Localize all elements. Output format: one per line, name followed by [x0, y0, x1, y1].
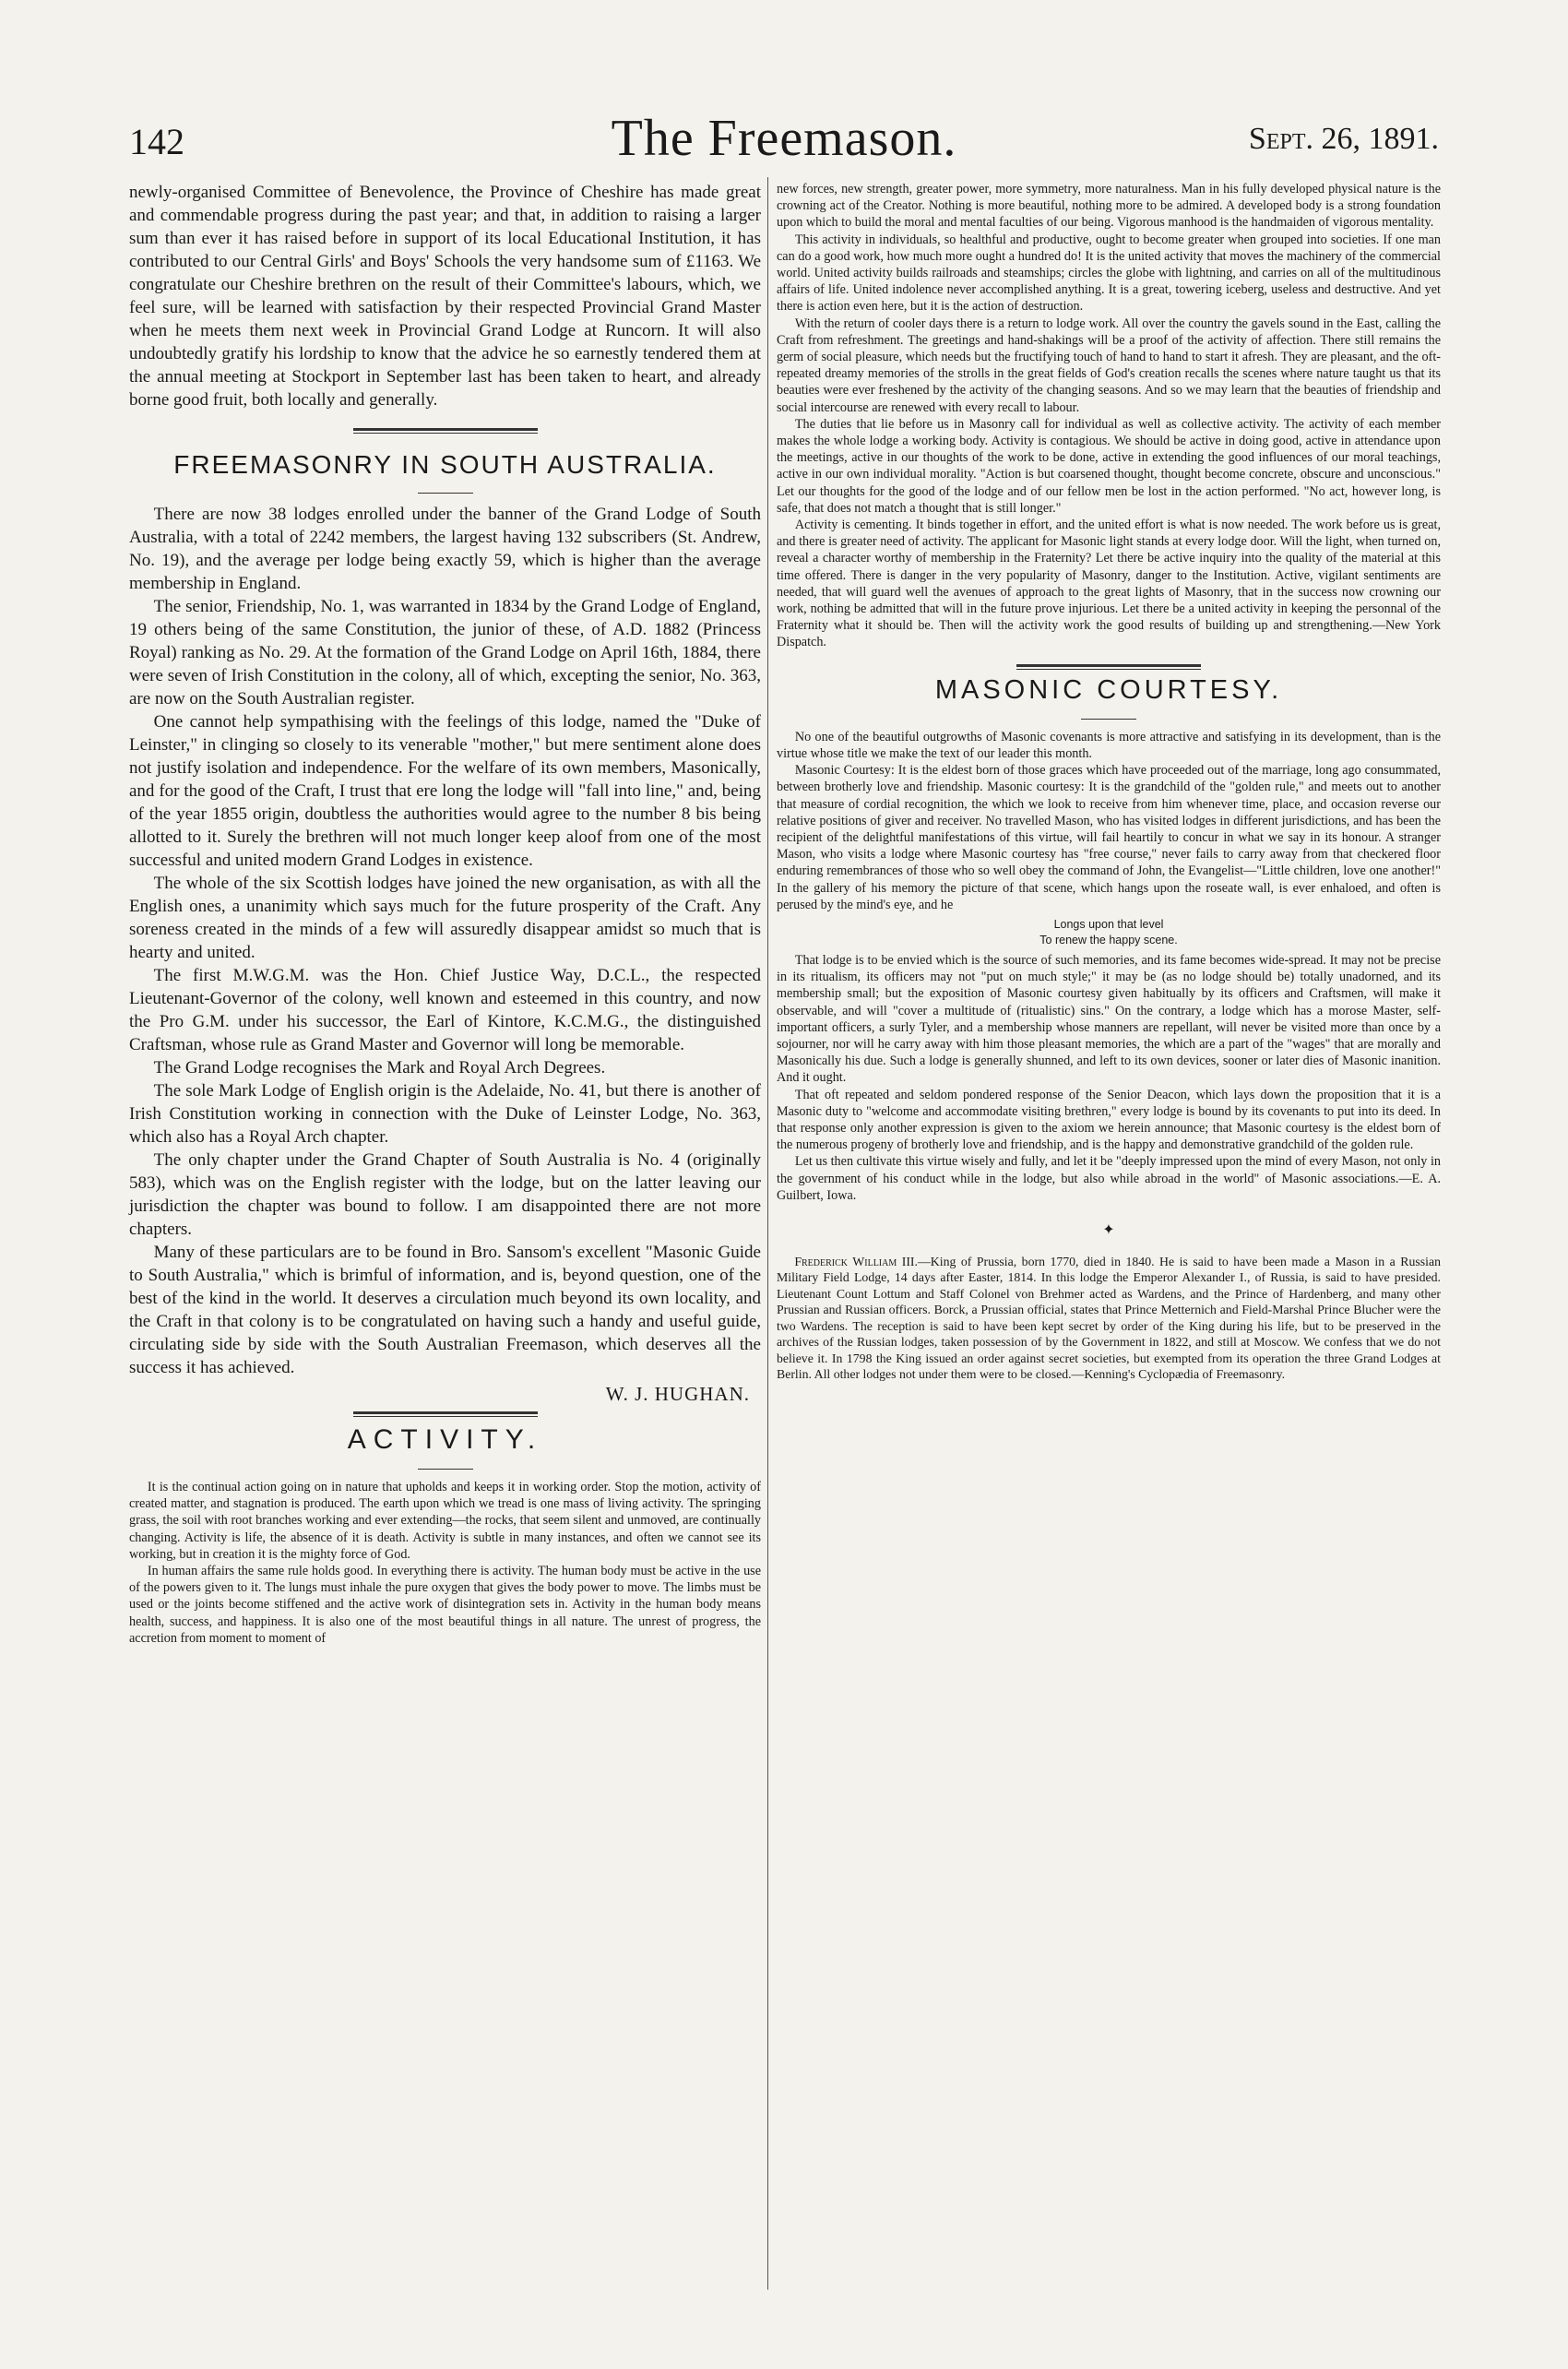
cheshire-paragraph: newly-organised Committee of Benevolence, the Province of Cheshire has made great and commendable progress during the past year; and that, in addition to raising a larger sum than ever it has raised before in support of its local Educational Institution, it has contributed to our Central Girls' and Boys' Schools the very handsome sum of £1163. We congratulate our Cheshire brethren on the result of their Committee's labours, which, we feel sure, will be learned with satisfaction by their respected Provincial Grand Master when he meets them next week in Provincial Grand Lodge at Runcorn. It will also undoubtedly gratify his lordship to know that the advice he so earnestly tendered them at the annual meeting at Stockport in September last has been taken to heart, and already borne good fruit, both locally and generally.	[129, 183, 761, 410]
left-column	[129, 181, 761, 1647]
courtesy-paragraph: That oft repeated and seldom pondered response of the Senior Deacon, which lays down the proposition that it is a Masonic duty to "welcome and accommodate visiting brethren," every lodge is bound by its covenants to put into its deed. In that response only another expression is given to the axiom we herein announce; that Masonic courtesy is the eldest born of the numerous progeny of brotherly love and friendship, and is the happy and demonstrative grandchild of the golden rule.	[777, 1087, 1441, 1153]
masthead	[129, 109, 1439, 168]
sa-paragraph: The Grand Lodge recognises the Mark and Royal Arch Degrees.	[153, 1058, 606, 1077]
heading-rule	[418, 493, 473, 494]
sa-paragraph: The first M.W.G.M. was the Hon. Chief Justice Way, D.C.L., the respected Lieutenant-Governor of the colony, well known and esteemed in this country, and now the Pro G.M. under his successor, the Earl of Kintore, K.C.M.G., the distinguished Craftsman, whose rule as Grand Master and Governor will long be memorable.	[129, 966, 761, 1054]
note-lead: Frederick William III.	[794, 1254, 918, 1268]
activity-continued-paragraph: With the return of cooler days there is a return to lodge work. All over the country the gavels sound in the East, calling the Craft from refreshment. The greetings and hand-shakings will be a proof of the activity of affection. There still remains the germ of social pleasure, which needs but the fructifying touch of hand to hand to start it afresh. They are pleasant, and the oft-repeated dreamy memories of the strolls in the great fields of God's creation recalls the scenes where nature taught us that its beauties were ever freshened by the activity of the changing seasons. And so we may learn that the beauties of friendship and social intercourse are renewed with every recall to labour.	[777, 315, 1441, 415]
sa-paragraph: Many of these particulars are to be found in Bro. Sansom's excellent "Masonic Guide to South Australia," which is brimful of information, and is, beyond question, one of the best of the kind in the world. It deserves a circulation much beyond its own locality, and the Craft in that colony is to be congratulated on having such a handy and useful guide, circulating side by side with the South Australian Freemason, which deserves all the success it has achieved.	[129, 1243, 761, 1377]
activity-paragraph: It is the continual action going on in nature that upholds and keeps it in working order. Stop the motion, activity of created matter, and stagnation is produced. The earth upon which we tread is one mass of living activity. The springing grass, the soil with root branches working and ever extending—the rocks, that seem silent and unmoved, are continually changing. Activity is life, the absence of it is death. Activity is subtle in many instances, and often we cannot see its working, but in creation it is the mighty force of God.	[129, 1480, 761, 1562]
courtesy-paragraph: Let us then cultivate this virtue wisely and fully, and let it be "deeply impressed upon the mind of every Mason, not only in the government of his conduct while in the lodge, but also while abroad in the world" of Masonic associations.—E. A. Guilbert, Iowa.	[777, 1154, 1441, 1203]
activity-continued-paragraph: new forces, new strength, greater power, more symmetry, more naturalness. Man in his fully developed physical nature is the crowning act of the Creator. Nothing is more beautiful, nothing more to be admired. A developed body is a strong foundation upon which to build the moral and mental faculties of our being. Vigorous manhood is the handmaiden of vigorous mentality.	[777, 182, 1441, 231]
heading-rule	[1081, 719, 1136, 720]
section-divider	[353, 1411, 538, 1417]
sa-paragraph: One cannot help sympathising with the feelings of this lodge, named the "Duke of Leinster," in clinging so closely to its venerable "mother," but mere sentiment alone does not justify isolation and independence. For the welfare of its own members, Masonically, and for the good of the Craft, I trust that ere long the lodge will "fall into line," and, being of the year 1855 origin, doubtless the authorities would agree to the number 8 bis being allotted to it. Surely the brethren will not much longer keep aloof from one of the most successful and united modern Grand Lodges in existence.	[129, 712, 761, 870]
courtesy-paragraph: No one of the beautiful outgrowths of Masonic covenants is more attractive and satisfying in its development, than is the virtue whose title we make the text of our leader this month.	[777, 729, 1441, 761]
activity-continued-paragraph: The duties that lie before us in Masonry call for individual as well as collective activity. The activity of each member makes the whole lodge a working body. Activity is contagious. We should be active in doing good, active in attendance upon the meetings, active in our thoughts of the work to be done, active in extending the good influences of our moral teachings, active in our own individual morality. "Action is but coarsened thought, thought become concrete, obscure and unconscious." Let our thoughts for the good of the lodge and of our fellow men be lost in the action performed. "No act, however long, is safe, that does not match a thought that is still longer."	[777, 416, 1441, 516]
frederick-william-note	[777, 1254, 1441, 1383]
activity-paragraph: In human affairs the same rule holds good. In everything there is activity. The human body must be active in the use of the powers given to it. The lungs must inhale the pure oxygen that gives the body power to move. The limbs must be used or the joints become stiffened and the active work of disintegration sets in. Activity in the human body means health, success, and happiness. It is also one of the most beautiful things in all nature. The unrest of progress, the accretion from moment to moment of	[129, 1564, 761, 1646]
page-number: 142	[129, 121, 184, 162]
verse-line: To renew the happy scene.	[1039, 933, 1178, 946]
heading-rule	[418, 1469, 473, 1470]
activity-continued-paragraph: Activity is cementing. It binds together in effort, and the united effort is what is now needed. The work before us is great, and there is greater need of activity. The applicant for Masonic light stands at every lodge door. Will the light, when turned on, reveal a character worthy of membership in the Fraternity? Let there be active inquiry into the quality of the material at this time offered. There is danger in the very popularity of Masonry, danger to the Institution. Active, vigilant sentiments are needed, that will guard well the avenues of approach to the great lights of Masonry, that in the success now crowning our work, nothing be admitted that will in the future prove injurious. Let there be a united activity in keeping the personnal of the Fraternity what it should be. Then will the activity work the good results of building up and strengthening.—New York Dispatch.	[777, 518, 1441, 650]
sa-paragraph: The senior, Friendship, No. 1, was warranted in 1834 by the Grand Lodge of England, 19 others being of the same Constitution, the junior of these, of A.D. 1882 (Princess Royal) ranking as No. 29. At the formation of the Grand Lodge on April 16th, 1884, there were seven of Irish Constitution in the colony, all of which, excepting the senior, No. 363, are now on the South Australian register.	[129, 597, 761, 708]
column-divider	[767, 177, 768, 2290]
activity-heading: ACTIVITY.	[347, 1424, 543, 1455]
sa-paragraph: The sole Mark Lodge of English origin is the Adelaide, No. 41, but there is another of Irish Constitution working in connection with the Duke of Leinster Lodge, No. 363, which also has a Royal Arch chapter.	[129, 1081, 761, 1147]
right-column	[777, 181, 1441, 1383]
courtesy-paragraph: That lodge is to be envied which is the source of such memories, and its fame becomes wide-spread. It may not be precise in its ritualism, its officers may not "put on much style;" it may be (as no lodge should be) totally unadorned, and its membership small; but the exposition of Masonic courtesy given habitually by its officers and Craftsmen, will make it observable, and will "cover a multitude of (ritualistic) sins." On the contrary, a lodge which has a morose Master, self-important officers, a surly Tyler, and a membership whose manners are repellant, will never be visited more than once by a sojourner, nor will he carry away with him those pleasant memories, the which are a part of the "wages" that are morally and Masonically his due. Such a lodge is generally shunned, and left to its own devices, sooner or later dies of Masonic inanition. And it ought.	[777, 952, 1441, 1086]
verse-quote	[777, 917, 1441, 948]
masonic-courtesy-heading: MASONIC COURTESY.	[934, 674, 1283, 705]
newspaper-title: The Freemason.	[611, 110, 957, 167]
note-body: —King of Prussia, born 1770, died in 1840. He is said to have been made a Mason in a Russian Military Field Lodge, 14 days after Easter, 1814. In this lodge the Emperor Alexander I., of Russia, is said to have presided. Lieutenant Count Lottum and Staff Colonel von Brehmer acted as Wardens, and the Prince of Hardenberg, and many other Prussian and Russian officers. Borck, a Prussian official, states that Prince Metternich and Field-Marshal Prince Blucher were the two Wardens. The reception is said to have been kept secret by order of the King during his life, but to be preserved in the archives of the Russian lodges, taken possession of by the Government in 1822, and still at Moscow. We confess that we do not believe it. In 1798 the King issued an order against secret societies, but exempted from its operation the three Grand Lodges at Berlin. All other lodges not under them were to be closed.—Kenning's Cyclopædia of Freemasonry.	[777, 1254, 1441, 1382]
verse-line: Longs upon that level	[1053, 917, 1164, 931]
courtesy-paragraph: Masonic Courtesy: It is the eldest born of those graces which have proceeded out of the marriage, long ago consummated, between brotherly love and friendship. Masonic courtesy: It is the grandchild of the "golden rule," and meets out to another that measure of cordial recognition, the which we look to receive from him whenever time, place, and occasion reverse our relative positions of giver and receiver. No travelled Mason, who has visited lodges in different jurisdictions, and has been the recipient of the delightful manifestations of this virtue, will fail heartily to concur in what we say in its honour. A stranger Mason, who visits a lodge where Masonic courtesy has "free course," never fails to carry away from that checkered floor enduring remembrances of those who so well obey the command of John, the Evangelist—"Little children, love one another!" In the gallery of his memory the picture of that scene, which hangs upon the roseate wall, is ever enhaloed, and often is perused by the mind's eye, and he	[777, 763, 1441, 912]
section-divider	[1016, 664, 1201, 670]
sa-paragraph: There are now 38 lodges enrolled under the banner of the Grand Lodge of South Australia, with a total of 2242 members, the largest having 132 subscribers (St. Andrew, No. 19), and the average per lodge being exactly 59, which is higher than the average membership in England.	[129, 505, 761, 593]
section-divider	[353, 428, 538, 434]
activity-continued-paragraph: This activity in individuals, so healthful and productive, ought to become greater when grouped into societies. If one man can do a good work, how much more ought a hundred do! It is the united activity that moves the machinery of the commercial world. United activity builds railroads and steamships; circles the globe with lightning, and carries on all of the multitudinous affairs of life. United indolence never accomplished anything. It is a great, towering iceberg, useless and destructive. And yet there is action even here, but it is the action of destruction.	[777, 232, 1441, 315]
sa-paragraph: The only chapter under the Grand Chapter of South Australia is No. 4 (originally 583), which was on the English register with the lodge, but on the latter leaving our jurisdiction the chapter was bound to follow. I am disappointed there are not more chapters.	[129, 1150, 761, 1239]
author-signature: W. J. HUGHAN.	[605, 1383, 750, 1405]
fleuron-ornament: ✦	[1102, 1221, 1115, 1238]
issue-date: Sept. 26, 1891.	[1248, 122, 1439, 156]
sa-paragraph: The whole of the six Scottish lodges have joined the new organisation, as with all the English ones, a unanimity which says much for the future prosperity of the Craft. Any soreness created in the minds of a few will assuredly disappear amidst so much that is hearty and united.	[129, 874, 761, 962]
south-australia-heading: FREEMASONRY IN SOUTH AUSTRALIA.	[173, 450, 717, 479]
